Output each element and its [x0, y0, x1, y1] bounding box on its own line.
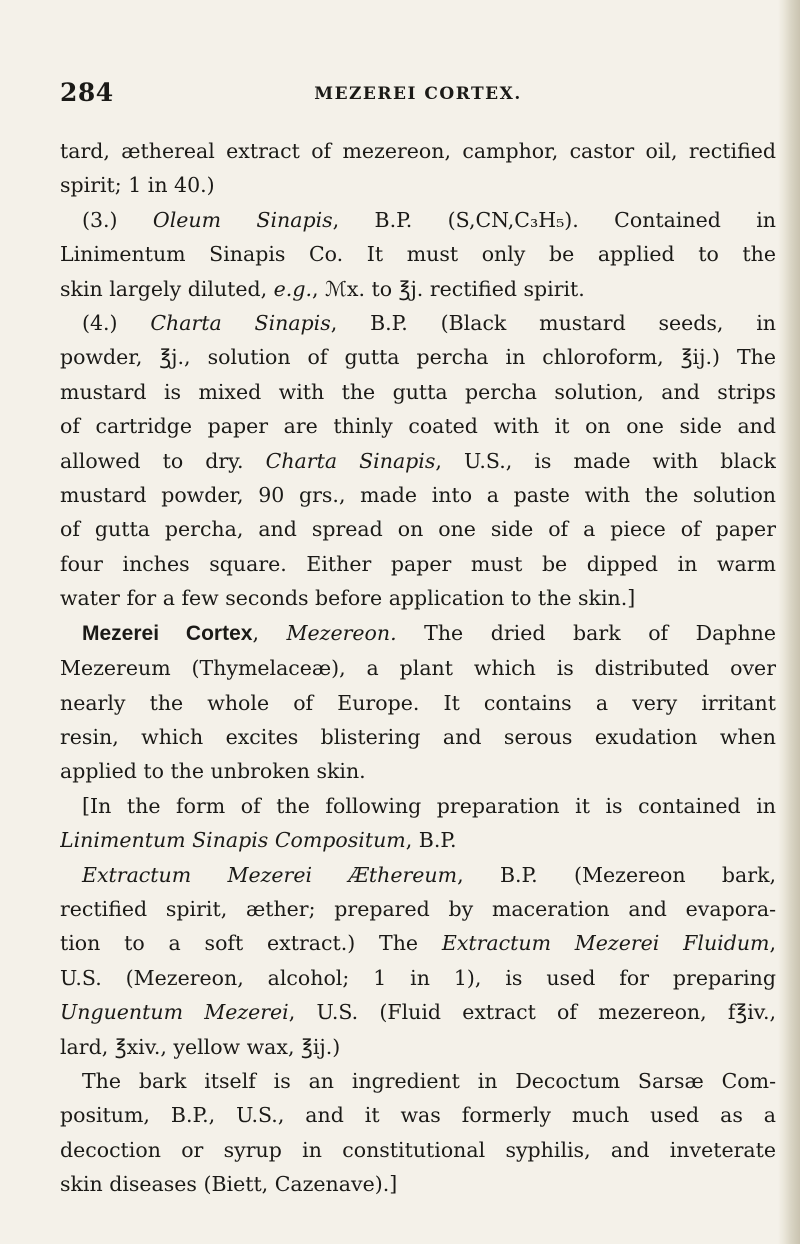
text-line: mustard is mixed with the gutta percha solution, and strips: [60, 379, 776, 404]
text-line: (3.) Oleum Sinapis, B.P. (S,CN,C₃H₅). Contained in: [82, 207, 776, 232]
text-line: mustard powder, 90 grs., made into a paste with the solution: [60, 483, 776, 508]
text-line: decoction or syrup in constitutional syphilis, and inveterate: [60, 1137, 776, 1162]
text-line: skin diseases (Biett, Cazenave).]: [60, 1172, 398, 1197]
text-line: The bark itself is an ingredient in Decoctum Sarsæ Com-: [82, 1068, 776, 1093]
text-line: Linimentum Sinapis Compositum, B.P.: [60, 828, 457, 853]
text-line: tion to a soft extract.) The Extractum Mezerei Fluidum,: [60, 931, 776, 956]
text-line: Linimentum Sinapis Co. It must only be applied to the: [60, 242, 776, 267]
text-line: nearly the whole of Europe. It contains a very irritant: [60, 690, 776, 715]
text-line: Unguentum Mezerei, U.S. (Fluid extract of mezereon, f℥iv.,: [60, 1000, 776, 1025]
text-line: applied to the unbroken skin.: [60, 759, 366, 784]
text-line: U.S. (Mezereon, alcohol; 1 in 1), is used for preparing: [60, 965, 776, 990]
text-line: Mezerei Cortex, Mezereon. The dried bark of Daphne: [82, 620, 776, 645]
text-line: rectified spirit, æther; prepared by maceration and evapora-: [60, 896, 776, 921]
text-line: water for a few seconds before application to the skin.]: [60, 586, 636, 611]
text-line: powder, ℥j., solution of gutta percha in chloroform, ℥ij.) The: [60, 345, 776, 370]
page-edge-shadow: [778, 0, 800, 1244]
page-header: [60, 78, 776, 118]
text-line: Mezereum (Thymelaceæ), a plant which is distributed over: [60, 656, 776, 681]
text-line: of gutta percha, and spread on one side of a piece of paper: [60, 517, 776, 542]
text-line: allowed to dry. Charta Sinapis, U.S., is made with black: [60, 448, 776, 473]
text-line: [In the form of the following preparation it is contained in: [82, 793, 776, 818]
body-text: [60, 134, 776, 1202]
text-line: skin largely diluted, e.g., ℳx. to ℥j. rectified spirit.: [60, 276, 585, 301]
running-head: MEZEREI CORTEX.: [314, 84, 522, 104]
text-line: lard, ℥xiv., yellow wax, ℥ij.): [60, 1034, 341, 1059]
text-line: of cartridge paper are thinly coated with it on one side and: [60, 414, 776, 439]
text-line: positum, B.P., U.S., and it was formerly much used as a: [60, 1103, 776, 1128]
text-line: four inches square. Either paper must be dipped in warm: [60, 551, 776, 576]
text-line: resin, which excites blistering and serous exudation when: [60, 724, 776, 749]
page-number: 284: [60, 78, 114, 107]
text-line: (4.) Charta Sinapis, B.P. (Black mustard seeds, in: [82, 311, 776, 336]
text-line: spirit; 1 in 40.): [60, 173, 215, 198]
text-line: Extractum Mezerei Æthereum, B.P. (Mezereon bark,: [82, 862, 776, 887]
text-line: tard, æthereal extract of mezereon, camphor, castor oil, rectified: [60, 139, 776, 163]
